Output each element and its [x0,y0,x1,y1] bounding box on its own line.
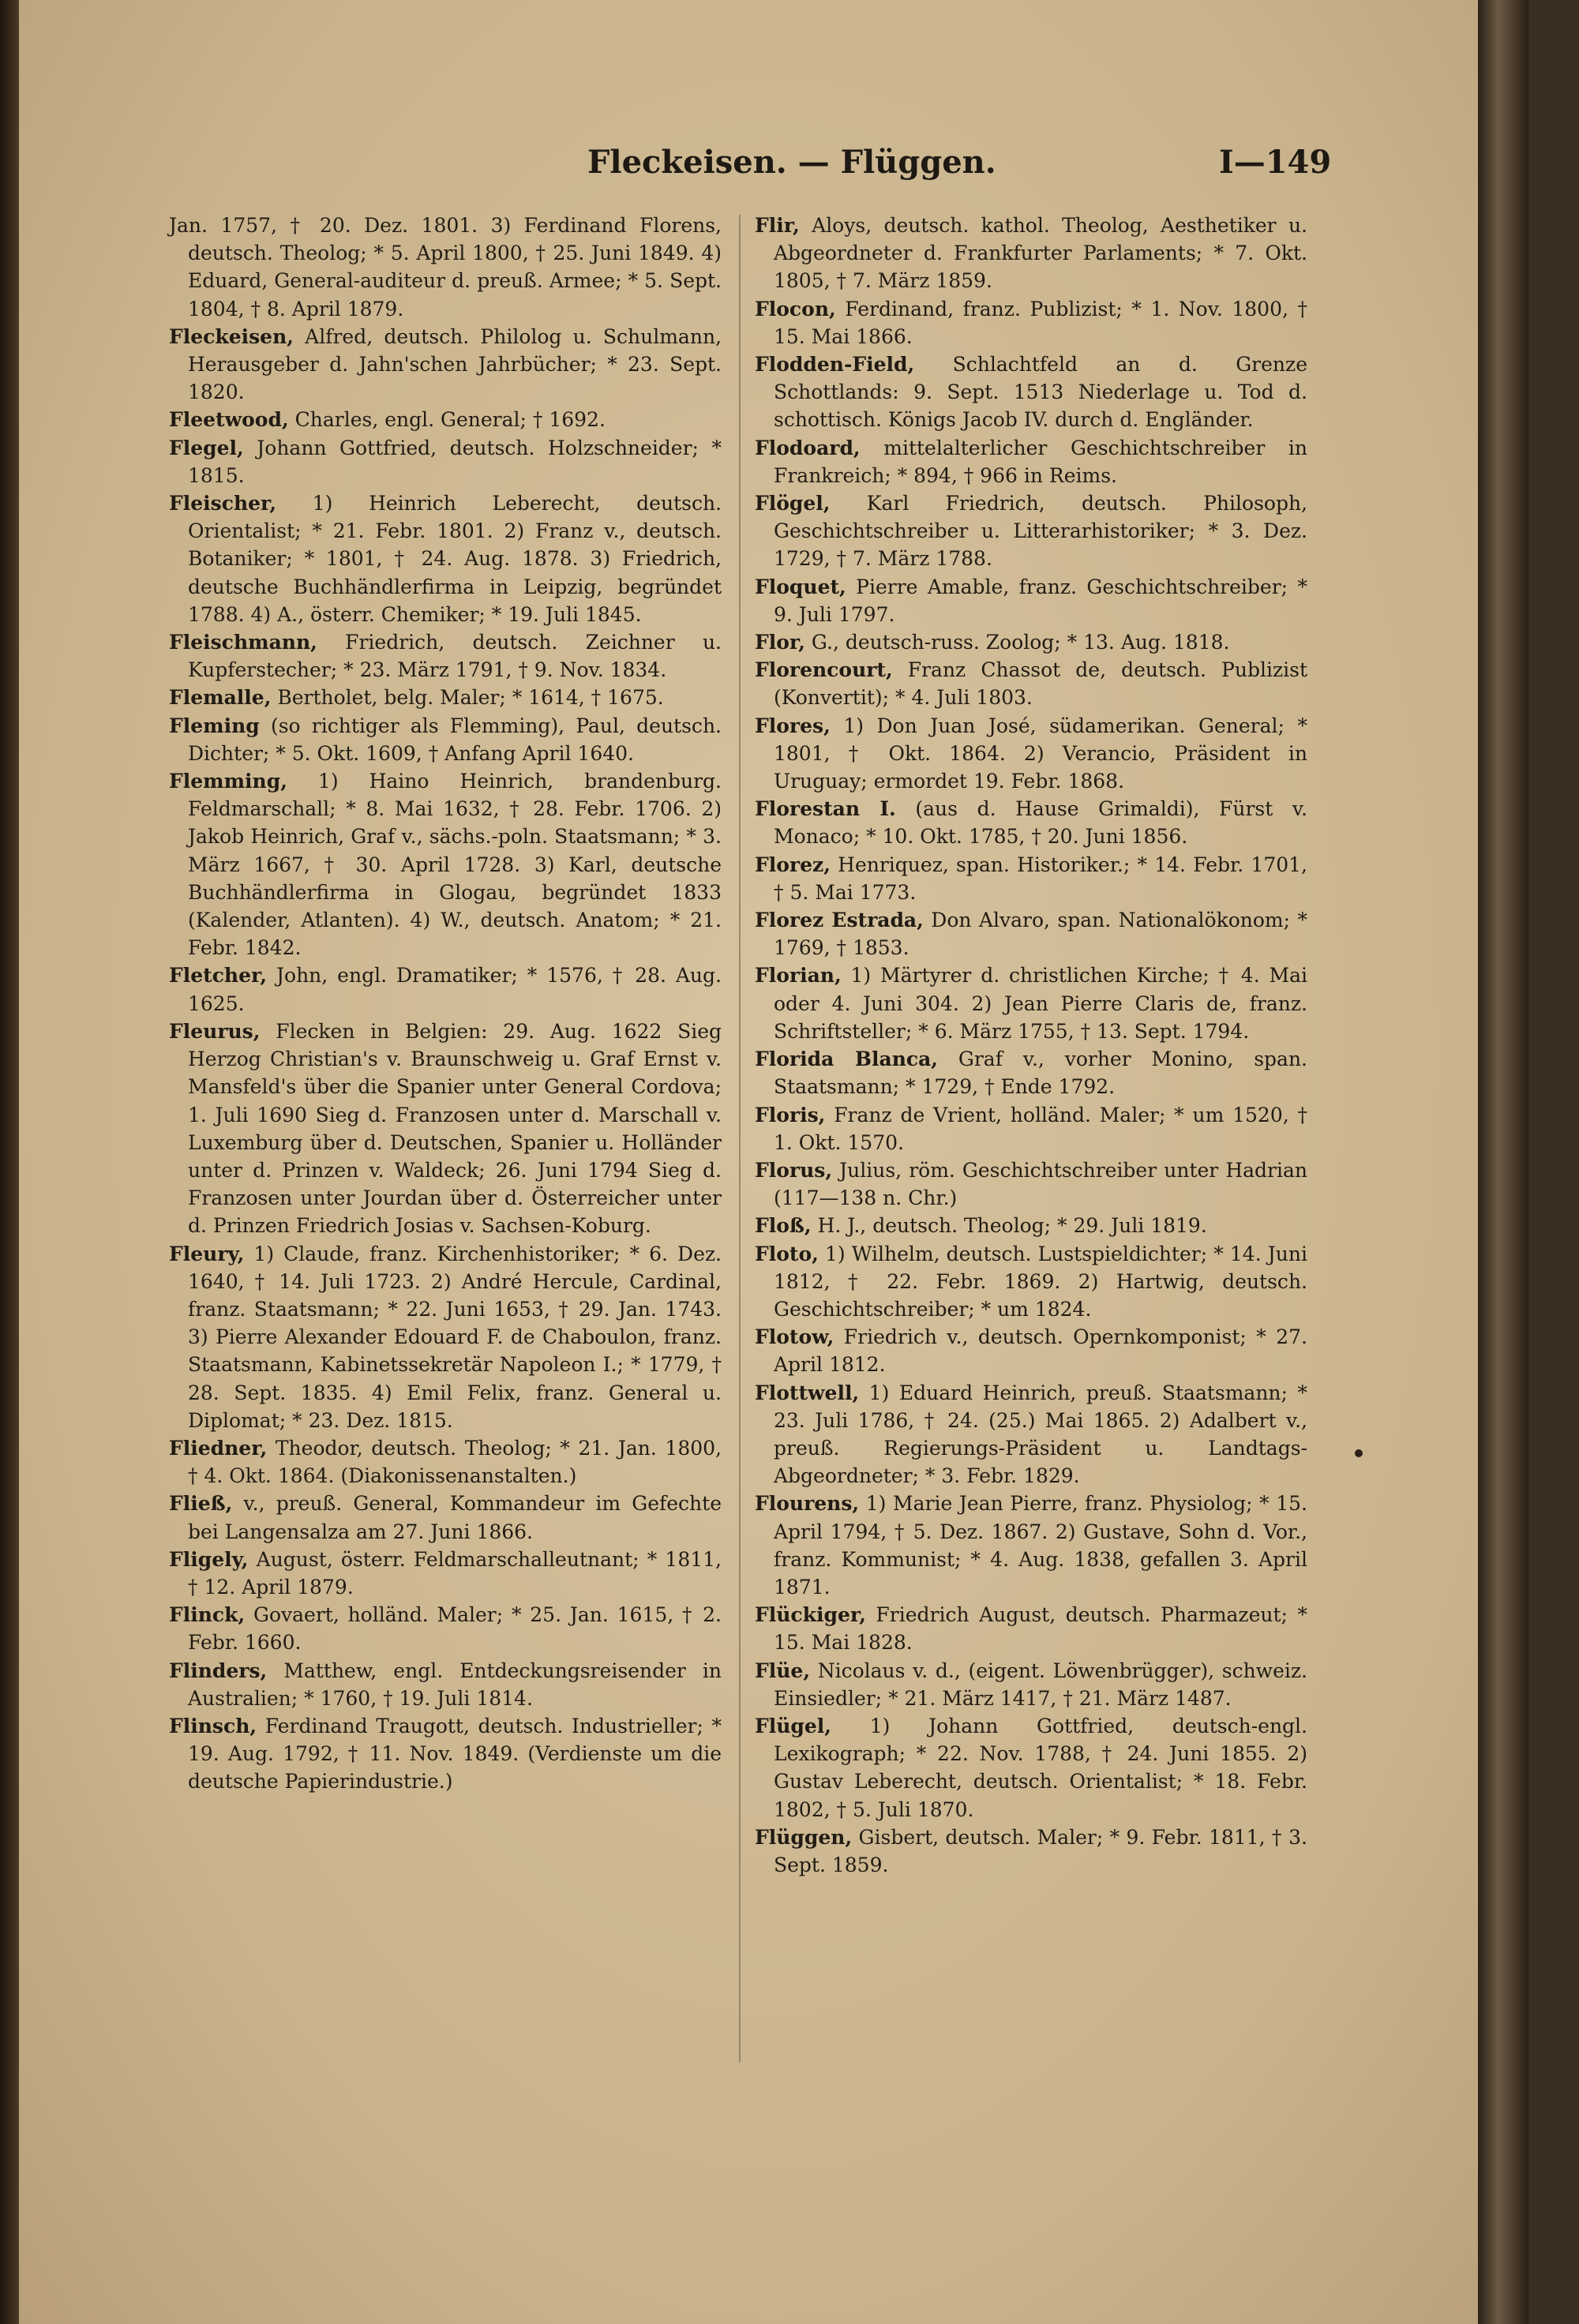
entry-headword: Fleetwood, [169,408,289,432]
entry-headword: Flodoard, [755,436,861,459]
entry-text: Pierre Amable, franz. Geschichtschreiber; * 9. Juli 1797. [774,575,1307,626]
dictionary-entry [169,1434,722,1490]
entry-headword: Fleury, [169,1242,245,1265]
entry-headword: Florez Estrada, [755,909,924,932]
entry-text: (aus d. Hause Grimaldi), Fürst v. Monaco; * 10. Okt. 1785, † 20. Juni 1856. [774,797,1307,849]
entry-headword: Flottwell, [755,1381,860,1404]
dictionary-entry [755,712,1307,796]
entry-headword: Fleurus, [169,1019,261,1043]
entry-text: Ferdinand Traugott, deutsch. Industrieller; * 19. Aug. 1792, † 11. Nov. 1849. (Verdienste um die deutsche Papierindustrie.) [188,1714,722,1794]
entry-text: Flecken in Belgien: 29. Aug. 1622 Sieg Herzog Christian's v. Braunschweig u. Graf Ernst v. Mansfeld's über die Spanier unter General Cordova; 1. Juli 1690 Sieg d. Franzosen unter d. Marschall v. Luxemburg über d. Deutschen, Spanier u. Holländer unter d. Prinzen v. Waldeck; 26. Juni 1794 Sieg d. Franzosen unter Jourdan über d. Österreicher unter d. Prinzen Friedrich Josias v. Sachsen-Koburg. [188,1019,722,1238]
entry-text: Theodor, deutsch. Theolog; * 21. Jan. 1800, † 4. Okt. 1864. (Diakonissenanstalten.) [188,1436,722,1488]
entry-text: Johann Gottfried, deutsch. Holzschneider; * 1815. [188,436,722,487]
entry-text: 1) Märtyrer d. christlichen Kirche; † 4. Mai oder 4. Juni 304. 2) Jean Pierre Claris de, franz. Schriftsteller; * 6. März 1755, † 13. Sept. 1794. [774,964,1307,1043]
entry-headword: Floris, [755,1103,826,1126]
entry-headword: Flinck, [169,1603,246,1627]
entry-text: Franz de Vrient, holländ. Maler; * um 1520, † 1. Okt. 1570. [774,1103,1307,1154]
left-column [169,212,722,1796]
entry-headword: Fleischmann, [169,631,317,654]
entry-text: Matthew, engl. Entdeckungsreisender in Australien; * 1760, † 19. Juli 1814. [188,1659,722,1710]
dictionary-entry [169,712,722,767]
column-divider [739,215,741,2062]
entry-headword: Floquet, [755,575,846,598]
entry-text: Graf v., vorher Monino, span. Staatsmann; * 1729, † Ende 1792. [774,1048,1308,1099]
dictionary-entry [169,961,722,1017]
entry-text: 1) Marie Jean Pierre, franz. Physiolog; * 15. April 1794, † 5. Dez. 1867. 2) Gustave, Sohn d. Vor., franz. Kommunist; * 4. Aug. 1838, gefallen 3. April 1871. [774,1492,1307,1599]
entry-headword: Flemming, [169,770,287,793]
dictionary-entry [169,1657,722,1712]
entry-headword: Flückiger, [755,1603,866,1627]
entry-headword: Fliedner, [169,1436,268,1460]
dictionary-entry [755,851,1307,906]
dictionary-entry [169,1601,722,1656]
entry-headword: Florus, [755,1158,833,1182]
dictionary-entry [755,350,1307,434]
entry-text: Friedrich, deutsch. Zeichner u. Kupferstecher; * 23. März 1791, † 9. Nov. 1834. [188,631,722,682]
dictionary-entry [755,1045,1307,1100]
entry-text: (so richtiger als Flemming), Paul, deutsch. Dichter; * 5. Okt. 1609, † Anfang April 1640. [188,714,722,765]
dictionary-entry [169,628,722,684]
entry-text: mittelalterlicher Geschichtschreiber in Frankreich; * 894, † 966 in Reims. [774,436,1307,487]
entry-headword: Florez, [755,853,831,876]
entry-headword: Flinders, [169,1659,268,1682]
entry-text: Aloys, deutsch. kathol. Theolog, Aesthetiker u. Abgeordneter d. Frankfurter Parlaments; * 7. Okt. 1805, † 7. März 1859. [774,214,1307,293]
dictionary-entry [755,1712,1307,1824]
dictionary-entry [169,1712,722,1796]
entry-text: G., deutsch-russ. Zoolog; * 13. Aug. 1818. [805,631,1230,654]
entry-headword: Fleming [169,714,260,737]
entry-text: Govaert, holländ. Maler; * 25. Jan. 1615, † 2. Febr. 1660. [188,1603,722,1655]
entry-headword: Flourens, [755,1492,860,1516]
entry-text: Alfred, deutsch. Philolog u. Schulmann, Herausgeber d. Jahn'schen Jahrbücher; * 23. Sept. 1820. [188,324,722,404]
entry-text: H. J., deutsch. Theolog; * 29. Juli 1819. [811,1214,1207,1238]
dictionary-entry [755,489,1307,573]
dictionary-entry [755,961,1307,1045]
dictionary-entry [169,323,722,407]
entry-headword: Flemalle, [169,686,272,710]
entry-headword: Fligely, [169,1547,249,1571]
dictionary-entry [755,906,1307,961]
dictionary-entry [169,1546,722,1601]
entry-headword: Flores, [755,714,831,737]
dictionary-entry [755,1212,1307,1239]
entry-headword: Flotow, [755,1325,835,1349]
dictionary-entry [755,1379,1307,1490]
entry-text: v., preuß. General, Kommandeur im Gefechte bei Langensalza am 27. Juni 1866. [188,1492,722,1543]
entry-headword: Florencourt, [755,658,893,682]
entry-headword: Florida Blanca, [755,1048,939,1071]
entry-headword: Flegel, [169,436,244,459]
dictionary-entry [755,434,1307,489]
entry-text: Friedrich August, deutsch. Pharmazeut; * 15. Mai 1828. [774,1603,1307,1655]
entry-headword: Flocon, [755,297,836,320]
entry-text: Bertholet, belg. Maler; * 1614, † 1675. [271,686,664,710]
book-binding [0,0,19,2324]
entry-text: John, engl. Dramatiker; * 1576, † 28. Aug. 1625. [188,964,722,1015]
entry-text: August, österr. Feldmarschalleutnant; * 1811, † 12. April 1879. [188,1547,722,1599]
dictionary-entry [169,1240,722,1434]
entry-headword: Flüggen, [755,1825,853,1849]
entry-text: 1) Johann Gottfried, deutsch-engl. Lexikograph; * 22. Nov. 1788, † 24. Juni 1855. 2) Gustav Leberecht, deutsch. Orientalist; * 18. Febr. 1802, † 5. Juli 1870. [774,1714,1307,1821]
entry-headword: Floß, [755,1214,812,1238]
entry-headword: Flögel, [755,492,831,515]
entry-text: Nicolaus v. d., (eigent. Löwenbrügger), schweiz. Einsiedler; * 21. März 1417, † 21. März 1487. [774,1659,1307,1710]
entry-headword: Fletcher, [169,964,268,988]
dictionary-entry [755,295,1307,350]
entry-text: Franz Chassot de, deutsch. Publizist (Konvertit); * 4. Juli 1803. [774,658,1307,710]
page-header [19,144,1528,191]
page-number: I—149 [1219,144,1332,181]
entry-text: Schlachtfeld an d. Grenze Schottlands: 9. Sept. 1513 Niederlage u. Tod d. schottisch. Königs Jacob IV. durch d. Engländer. [774,353,1307,432]
dictionary-entry [755,795,1307,850]
page-edge [1478,0,1528,2324]
entry-headword: Fleckeisen, [169,324,294,348]
dictionary-entry [169,434,722,489]
entry-text: Don Alvaro, span. Nationalökonom; * 1769, † 1853. [774,909,1307,960]
dictionary-entry [755,1240,1307,1324]
entry-text: Friedrich v., deutsch. Opernkomponist; * 27. April 1812. [774,1325,1307,1377]
entry-headword: Florian, [755,964,842,988]
dictionary-entry [755,1824,1307,1879]
entry-headword: Florestan I. [755,797,896,821]
entry-text: Jan. 1757, † 20. Dez. 1801. 3) Ferdinand Florens, deutsch. Theolog; * 5. April 1800, † 25. Juni 1849. 4) Eduard, General-auditeur d. preuß. Armee; * 5. Sept. 1804, † 8. April 1879. [169,214,722,320]
dictionary-entry [169,212,722,323]
entry-text: Henriquez, span. Historiker.; * 14. Febr. 1701, † 5. Mai 1773. [774,853,1307,904]
entry-headword: Flinsch, [169,1714,257,1737]
entry-text: Karl Friedrich, deutsch. Philosoph, Geschichtschreiber u. Litterarhistoriker; * 3. Dez. 1729, † 7. März 1788. [774,492,1307,571]
entry-headword: Fleischer, [169,492,277,515]
entry-text: 1) Wilhelm, deutsch. Lustspieldichter; * 14. Juni 1812, † 22. Febr. 1869. 2) Hartwig, deutsch. Geschichtschreiber; * um 1824. [774,1242,1307,1321]
right-column [755,212,1307,1879]
entry-headword: Flüe, [755,1659,811,1682]
entry-text: Charles, engl. General; † 1692. [288,408,606,432]
dictionary-entry [755,1156,1307,1212]
dictionary-entry [169,1018,722,1240]
dictionary-entry [169,684,722,711]
running-title: Fleckeisen. — Flüggen. [587,144,996,181]
dictionary-entry [755,1323,1307,1378]
entry-text: 1) Heinrich Leberecht, deutsch. Orientalist; * 21. Febr. 1801. 2) Franz v., deutsch. Botaniker; * 1801, † 24. Aug. 1878. 3) Friedrich, deutsche Buchhändlerfirma in Leipzig, begründet 1788. 4) A., österr. Chemiker; * 19. Juli 1845. [188,492,722,626]
dictionary-entry [169,767,722,961]
dictionary-entry [169,406,722,433]
entry-headword: Flügel, [755,1714,832,1737]
entry-text: Julius, röm. Geschichtschreiber unter Hadrian (117—138 n. Chr.) [774,1158,1307,1210]
entry-headword: Fließ, [169,1492,233,1516]
entry-headword: Flir, [755,214,800,237]
entry-text: 1) Eduard Heinrich, preuß. Staatsmann; * 23. Juli 1786, † 24. (25.) Mai 1865. 2) Adalbert v., preuß. Regierungs-Präsident u. Landtags-Abgeordneter; * 3. Febr. 1829. [774,1381,1307,1488]
dictionary-entry [755,212,1307,295]
dictionary-entry [169,1490,722,1545]
entry-text: 1) Claude, franz. Kirchenhistoriker; * 6. Dez. 1640, † 14. Juli 1723. 2) André Hercule, Cardinal, franz. Staatsmann; * 22. Juni 1653, † 29. Jan. 1743. 3) Pierre Alexander Edouard F. de Chaboulon, franz. Staatsmann, Kabinetssekretär Napoleon I.; * 1779, † 28. Sept. 1835. 4) Emil Felix, franz. General u. Diplomat; * 23. Dez. 1815. [188,1242,722,1432]
dictionary-entry [755,1601,1307,1656]
dictionary-entry [169,489,722,628]
entry-headword: Floto, [755,1242,819,1265]
dictionary-entry [755,656,1307,711]
dictionary-entry [755,573,1307,628]
entry-headword: Flodden-Field, [755,353,915,377]
entry-text: Ferdinand, franz. Publizist; * 1. Nov. 1800, † 15. Mai 1866. [774,297,1307,348]
entry-headword: Flor, [755,631,805,654]
book-page [19,0,1528,2324]
ink-dot [1355,1449,1363,1457]
entry-text: Gisbert, deutsch. Maler; * 9. Febr. 1811, † 3. Sept. 1859. [774,1825,1307,1876]
dictionary-entry [755,1490,1307,1601]
entry-text: 1) Haino Heinrich, brandenburg. Feldmarschall; * 8. Mai 1632, † 28. Febr. 1706. 2) Jakob Heinrich, Graf v., sächs.-poln. Staatsmann; * 3. März 1667, † 30. April 1728. 3) Karl, deutsche Buchhändlerfirma in Glogau, begründet 1833 (Kalender, Atlanten). 4) W., deutsch. Anatom; * 21. Febr. 1842. [188,770,722,960]
dictionary-entry [755,1101,1307,1156]
dictionary-entry [755,1657,1307,1712]
entry-text: 1) Don Juan José, südamerikan. General; * 1801, † Okt. 1864. 2) Verancio, Präsident in Uruguay; ermordet 19. Febr. 1868. [774,714,1307,793]
dictionary-entry [755,628,1307,656]
